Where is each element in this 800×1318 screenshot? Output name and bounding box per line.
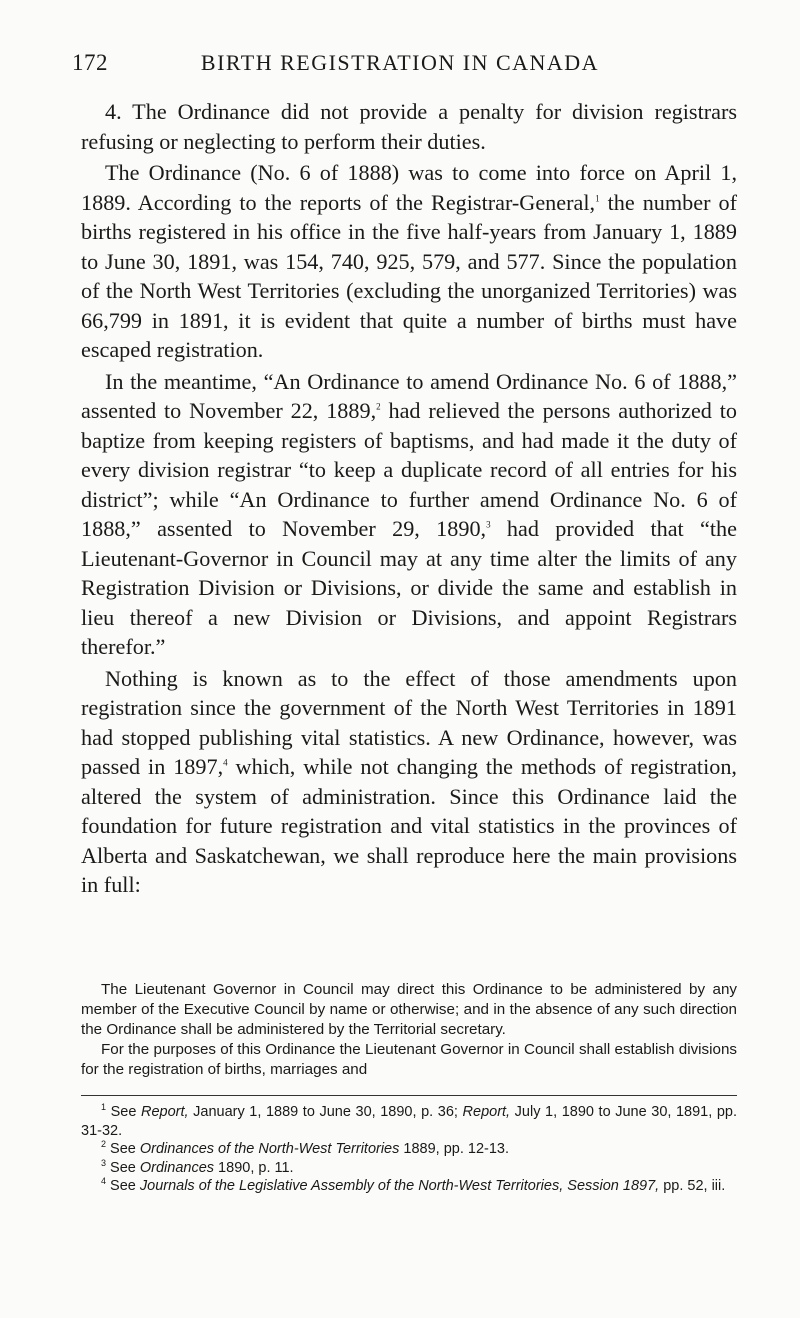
paragraph-text: the number of births registered in his office in the five half-years from January 1, 1889 to June 30, 1891, was 154, 740, 925, 579, and 577. Since the population of the North West Territories (excluding the unorganized Territories) was 66,799 in 1891, it is evident that quite a number of births must have escaped registration. (81, 189, 737, 362)
paragraph-text: which, while not changing the methods of registration, altered the system of administration. Since this Ordinance laid the foundation for future registration and vital statistics in the provinces of Alberta and Saskatchewan, we shall reproduce here the main provisions in full: (81, 754, 737, 897)
footnote-text: See (106, 1159, 140, 1176)
paragraph (81, 367, 737, 662)
block-quote (81, 980, 737, 1080)
footnote-text: 1889, pp. 12-13. (399, 1141, 510, 1157)
footnote-text: January 1, 1889 to June 30, 1890, p. 36; (188, 1104, 463, 1120)
footnote-text: See (106, 1141, 140, 1157)
footnote-number: 3 (101, 1157, 107, 1168)
footnote-text: See (106, 1178, 140, 1194)
paragraph (81, 97, 737, 156)
footnote (81, 1159, 737, 1178)
footnote-number: 1 (101, 1102, 107, 1113)
paragraph-text: had provided that “the Lieutenant-Governor in Council may at any time alter the limits of any Registration Division or Divisions, or divide the same and establish in lieu thereof a new Division or Divisions, and appoint Registrars therefor.” (81, 516, 737, 659)
paragraph-text: had relieved the persons authorized to baptize from keeping registers of baptisms, and had made it the duty of every division registrar “to keep a duplicate record of all entries for his district”; while “An Ordinance to further amend Ordinance No. 6 of 1888,” assented to November 29, 1890, (81, 398, 737, 541)
paragraph (81, 664, 737, 900)
page-number: 172 (72, 50, 108, 75)
footnote-text: July 1, 1890 to June 30, 1891, pp. 31-32. (81, 1104, 738, 1139)
footnote-ref: 4 (223, 757, 228, 768)
quote-paragraph: For the purposes of this Ordinance the Lieutenant Governor in Council shall establish divisions for the registration of births, marriages and (81, 1041, 737, 1078)
running-title: BIRTH REGISTRATION IN CANADA (200, 50, 600, 75)
footnote (81, 1140, 737, 1159)
paragraph-text: In the meantime, “An Ordinance to amend Ordinance No. 6 of 1888,” assented to November 22, 1889, (81, 368, 737, 423)
footnote-title: Ordinances of the North-West Territories (139, 1141, 400, 1157)
footnote-title: Journals of the Legislative Assembly of the North-West Territories, Session 1897, (139, 1178, 660, 1194)
footnote-text: See (106, 1104, 141, 1120)
footnote-ref: 2 (376, 401, 381, 412)
footnote-text: 1890, p. 11. (214, 1159, 294, 1176)
page-header (72, 50, 728, 80)
footnote-number: 2 (101, 1139, 107, 1150)
footnote-ref: 1 (595, 193, 600, 204)
footnote-text: pp. 52, iii. (659, 1178, 726, 1194)
paragraph (81, 158, 737, 365)
footnote (81, 1177, 737, 1196)
quote-paragraph: The Lieutenant Governor in Council may direct this Ordinance to be administered by any member of the Executive Council by name or otherwise; and in the absence of any such direction the Ordinance shall be administered by the Territorial secretary. (81, 981, 737, 1038)
footnote-title: Ordinances (139, 1159, 215, 1176)
paragraph-text: The Ordinance (No. 6 of 1888) was to come into force on April 1, 1889. According to the reports of the Registrar-General, (81, 160, 737, 215)
paragraph-text: Nothing is known as to the effect of those amendments upon registration since the government of the North West Territories in 1891 had stopped publishing vital statistics. A new Ordinance, however, was passed in 1897, (81, 665, 737, 779)
footnote-title: Report, (140, 1104, 189, 1120)
footnotes (81, 1103, 737, 1196)
footnote-divider (81, 1095, 737, 1096)
body-text (81, 97, 737, 902)
footnote (81, 1103, 737, 1140)
paragraph-text: 4. The Ordinance did not provide a penalty for division registrars refusing or neglecting to perform their duties. (81, 99, 737, 154)
footnote-ref: 3 (486, 519, 491, 530)
footnote-number: 4 (101, 1176, 107, 1187)
footnote-title: Report, (462, 1104, 511, 1120)
